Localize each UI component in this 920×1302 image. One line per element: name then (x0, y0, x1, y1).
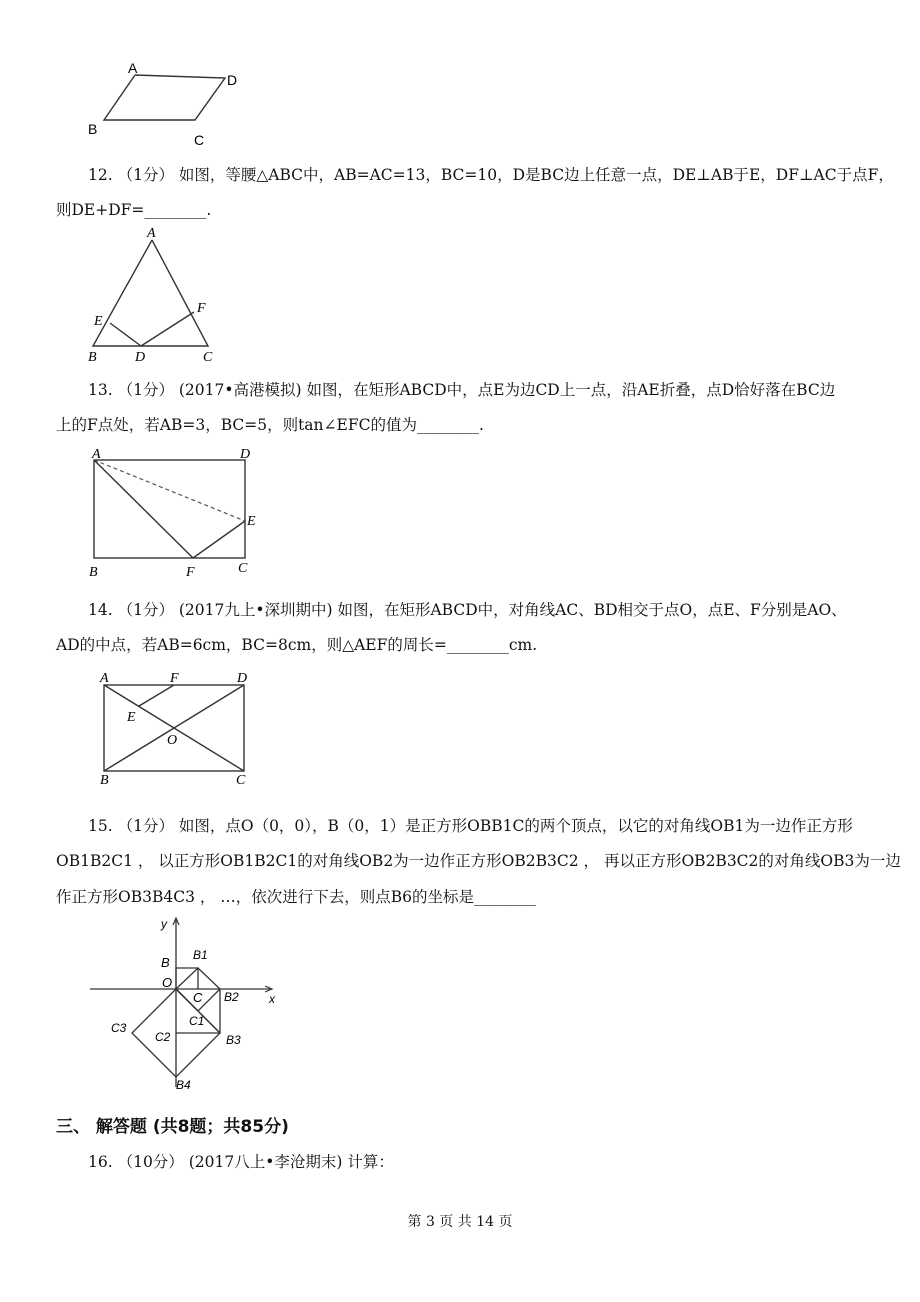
question-13-line-2: 上的F点处，若AB=3，BC=5，则tan∠EFC的值为________. (56, 416, 484, 434)
label-y: y (161, 917, 167, 931)
parallelogram-figure (80, 58, 250, 153)
label-A: A (92, 447, 101, 462)
label-C1: C1 (189, 1014, 205, 1028)
label-A: A (147, 226, 156, 241)
label-A: A (128, 60, 138, 76)
isosceles-triangle-figure (80, 222, 230, 365)
question-12-line-2: 则DE+DF=________. (56, 201, 212, 219)
label-C2: C2 (155, 1030, 171, 1044)
label-C: C (203, 350, 213, 365)
question-14-line-1: 14. （1分） (2017九上•深圳期中) 如图，在矩形ABCD中，对角线AC、BD相交于点O，点E、F分别是AO、 (88, 601, 847, 619)
question-16-line-1: 16. （10分） (2017八上•李沧期末) 计算： (88, 1153, 394, 1171)
label-C: C (236, 773, 246, 788)
label-C: C (193, 990, 203, 1005)
label-B2: B2 (224, 990, 239, 1004)
page-footer: 第 3 页 共 14 页 (407, 1214, 513, 1230)
label-B: B (89, 565, 98, 580)
label-B: B (161, 955, 170, 970)
label-C: C (238, 561, 248, 576)
label-x: x (269, 992, 275, 1006)
question-15-line-2: OB1B2C1 ， 以正方形OB1B2C1的对角线OB2为一边作正方形OB2B3C2 ， 再以正方形OB2B3C2的对角线OB3为一边 (56, 852, 901, 870)
label-D: D (240, 447, 251, 462)
label-D: D (135, 350, 146, 365)
label-O: O (162, 975, 173, 990)
label-C: C (194, 132, 205, 148)
question-15-line-1: 15. （1分） 如图，点O（0，0），B（0，1）是正方形OBB1C的两个顶点，以它的对角线OB1为一边作正方形 (88, 817, 853, 835)
question-14-line-2: AD的中点，若AB=6cm，BC=8cm，则△AEF的周长=________cm. (56, 636, 538, 654)
rotating-squares-figure (85, 915, 285, 1090)
label-B: B (88, 121, 98, 137)
section-title: 三、 解答题 (共8题；共85分) (56, 1117, 289, 1137)
label-F: F (186, 565, 195, 580)
question-15-line-3: 作正方形OB3B4C3 ， …，依次进行下去，则点B6的坐标是________ (56, 888, 537, 906)
label-E: E (127, 710, 136, 725)
label-F: F (170, 671, 179, 686)
label-D: D (237, 671, 248, 686)
label-A: A (100, 671, 109, 686)
label-B3: B3 (226, 1033, 241, 1047)
label-F: F (197, 301, 206, 316)
label-D: D (227, 72, 238, 88)
label-B: B (88, 350, 97, 365)
label-B4: B4 (176, 1078, 191, 1092)
label-E: E (247, 514, 256, 529)
label-B1: B1 (193, 948, 208, 962)
rectangle-fold-figure (80, 445, 280, 585)
label-O: O (167, 733, 178, 748)
rectangle-diagonals-figure (90, 668, 270, 793)
label-C3: C3 (111, 1021, 127, 1035)
question-13-line-1: 13. （1分） (2017•高港模拟) 如图，在矩形ABCD中，点E为边CD上一点，沿AE折叠，点D恰好落在BC边 (88, 381, 836, 399)
label-E: E (94, 314, 103, 329)
label-B: B (100, 773, 109, 788)
question-12-line-1: 12. （1分） 如图，等腰△ABC中，AB=AC=13，BC=10，D是BC边上任意一点，DE⊥AB于E，DF⊥AC于点F， (88, 166, 894, 184)
